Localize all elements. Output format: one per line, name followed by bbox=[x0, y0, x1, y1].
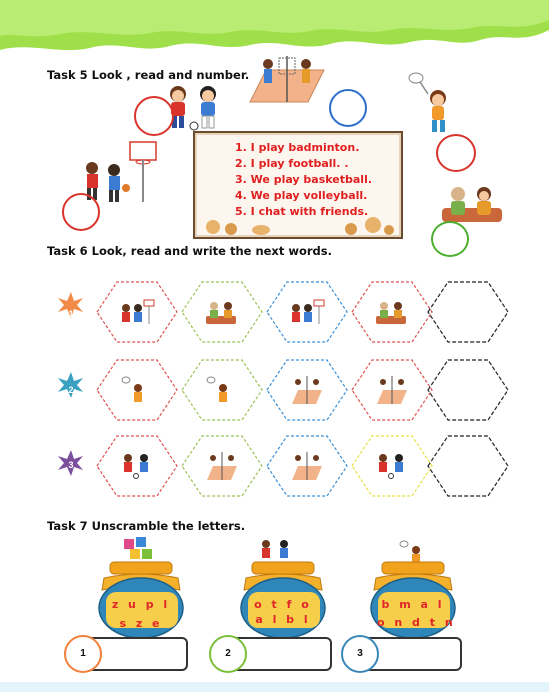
row-3-hex-4 bbox=[352, 436, 432, 496]
football-kids-small-icon bbox=[256, 538, 296, 562]
row-3-image-football-2 bbox=[379, 454, 403, 479]
answer-circle-football[interactable] bbox=[134, 96, 174, 136]
cookie-decoration bbox=[201, 215, 397, 237]
row-3-image-volleyball-1 bbox=[207, 452, 237, 480]
sentence-5: 5. I chat with friends. bbox=[235, 205, 369, 218]
answer-circle-basketball[interactable] bbox=[62, 193, 100, 231]
answer-circle-volleyball[interactable] bbox=[329, 89, 367, 127]
answer-number-1: 1 bbox=[64, 635, 102, 673]
row-2-image-volleyball-2 bbox=[377, 376, 407, 404]
task7-title: Task 7 Unscramble the letters. bbox=[47, 519, 246, 533]
puzzle-pieces-icon bbox=[122, 535, 158, 563]
task6-row-1 bbox=[58, 282, 508, 342]
row-1-image-chat-1 bbox=[206, 302, 236, 324]
task5-title: Task 5 Look , read and number. bbox=[47, 68, 250, 82]
task6-title: Task 6 Look, read and write the next words. bbox=[47, 244, 332, 258]
answer-circle-chat[interactable] bbox=[431, 221, 469, 257]
row-1-image-chat-2 bbox=[376, 302, 406, 324]
task6-row-2 bbox=[58, 360, 508, 420]
row-1-hex-2 bbox=[182, 282, 262, 342]
sentence-3: 3. We play basketball. bbox=[235, 173, 373, 186]
sentence-4: 4. We play volleyball. bbox=[235, 189, 368, 202]
row-3-image-volleyball-2 bbox=[292, 452, 322, 480]
answer-number-2: 2 bbox=[209, 635, 247, 673]
row-3-hex-1 bbox=[97, 436, 177, 496]
row-2-hex-5 bbox=[428, 360, 508, 420]
jar-3-letters-line-2: o n d t n bbox=[377, 616, 456, 629]
jar-3-letters-line-1: b m a l bbox=[381, 598, 445, 611]
sentence-1: 1. I play badminton. bbox=[235, 141, 360, 154]
badminton-girl-illustration bbox=[404, 68, 456, 138]
basketball-kids-illustration bbox=[80, 138, 164, 206]
jar-1-letters-line-2: s z e bbox=[119, 617, 163, 630]
row-1-star-label: 1 bbox=[68, 309, 74, 319]
sentence-board bbox=[193, 131, 403, 239]
volleyball-court-illustration bbox=[246, 52, 328, 108]
sentence-2: 2. I play football. . bbox=[235, 157, 349, 170]
row-2-image-badminton-2 bbox=[207, 377, 227, 402]
answer-circle-badminton[interactable] bbox=[436, 134, 476, 172]
top-banner bbox=[0, 0, 549, 60]
row-2-image-badminton-1 bbox=[122, 377, 142, 402]
row-1-hex-5 bbox=[428, 282, 508, 342]
row-3-image-football-1 bbox=[124, 454, 148, 479]
jar-2-letters-line-1: o t f o bbox=[254, 598, 312, 611]
row-2-image-volleyball-1 bbox=[292, 376, 322, 404]
row-1-hex-4 bbox=[352, 282, 432, 342]
jar-2-letters-line-2: a l b l bbox=[255, 613, 311, 626]
task6-hexagon-grid bbox=[40, 270, 520, 510]
row-2-star-label: 2 bbox=[68, 385, 74, 395]
row-3-hex-5 bbox=[428, 436, 508, 496]
row-1-image-basketball-2 bbox=[292, 300, 324, 324]
row-3-star-label: 3 bbox=[68, 460, 74, 470]
answer-number-3: 3 bbox=[341, 635, 379, 673]
row-1-image-basketball-1 bbox=[122, 300, 154, 324]
bottom-strip bbox=[0, 682, 549, 692]
chatting-kids-illustration bbox=[440, 184, 504, 226]
jar-1-letters-line-1: z u p l bbox=[111, 598, 171, 611]
task6-row-3 bbox=[58, 436, 508, 496]
